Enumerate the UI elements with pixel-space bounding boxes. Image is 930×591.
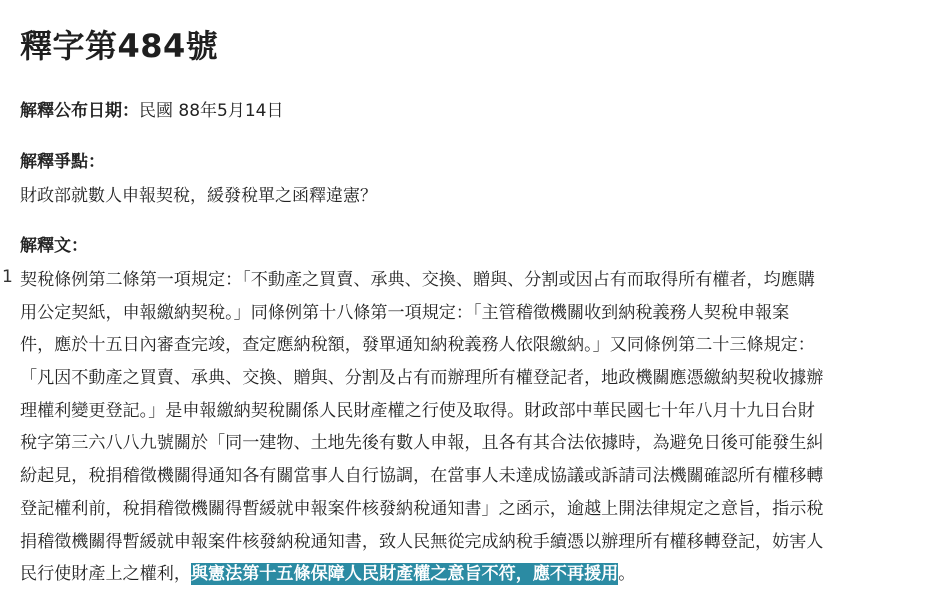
issue-label: 解釋爭點： bbox=[20, 152, 105, 172]
paragraph-line: 契稅條例第二條第一項規定：「不動產之買賣、承典、交換、贈與、分割或因占有而取得所有權者，均應購 bbox=[20, 270, 815, 290]
interpretation-paragraph bbox=[20, 264, 924, 591]
announcement-date-label: 解釋公布日期： bbox=[20, 101, 139, 121]
paragraph-line: 捐稽徵機關得暫緩就申報案件核發納稅通知書，致人民無從完成納稅手續憑以辦理所有權移轉登記，妨害人 bbox=[20, 531, 824, 552]
paragraph-line: 「凡因不動產之買賣、承典、交換、贈與、分割及占有而辦理所有權登記者，地政機關應憑繳納契稅收據辦 bbox=[20, 368, 824, 389]
last-line-end: 。 bbox=[618, 564, 636, 585]
paragraph-last-line bbox=[20, 558, 924, 591]
paragraph-line: 稅字第三六八八九號關於「同一建物、土地先後有數人申報，且各有其合法依據時，為避免日後可能發生糾 bbox=[20, 433, 824, 454]
paragraph-line: 登記權利前，稅捐稽徵機關得暫緩就申報案件核發納稅通知書」之函示，逾越上開法律規定之意旨，指示稅 bbox=[20, 498, 824, 519]
page-title: 釋字第484號 bbox=[20, 27, 219, 65]
paragraph-line: 理權利變更登記。」是申報繳納契稅關係人民財產權之行使及取得。財政部中華民國七十年八月十九日台財 bbox=[20, 400, 815, 421]
announcement-date bbox=[20, 98, 283, 124]
paragraph-line: 件，應於十五日內審查完竣，查定應納稅額，發單通知納稅義務人依限繳納。」又同條例第二十三條規定： bbox=[20, 335, 815, 356]
paragraph-number: 1 bbox=[2, 267, 13, 287]
selected-text-highlight[interactable]: 與憲法第十五條保障人民財產權之意旨不符，應不再援用 bbox=[190, 564, 619, 585]
last-line-start: 民行使財產上之權利， bbox=[20, 564, 191, 585]
paragraph-line: 用公定契紙，申報繳納契稅。」同條例第十八條第一項規定：「主管稽徵機關收到納稅義務人契稅申報案 bbox=[20, 302, 790, 323]
interpretation-label: 解釋文： bbox=[20, 236, 88, 256]
paragraph-line: 紛起見，稅捐稽徵機關得通知各有關當事人自行協調，在當事人未達成協議或訴請司法機關確認所有權移轉 bbox=[20, 466, 824, 487]
issue-text: 財政部就數人申報契稅，緩發稅單之函釋違憲？ bbox=[20, 186, 377, 206]
announcement-date-value: 民國 88年5月14日 bbox=[139, 101, 284, 121]
